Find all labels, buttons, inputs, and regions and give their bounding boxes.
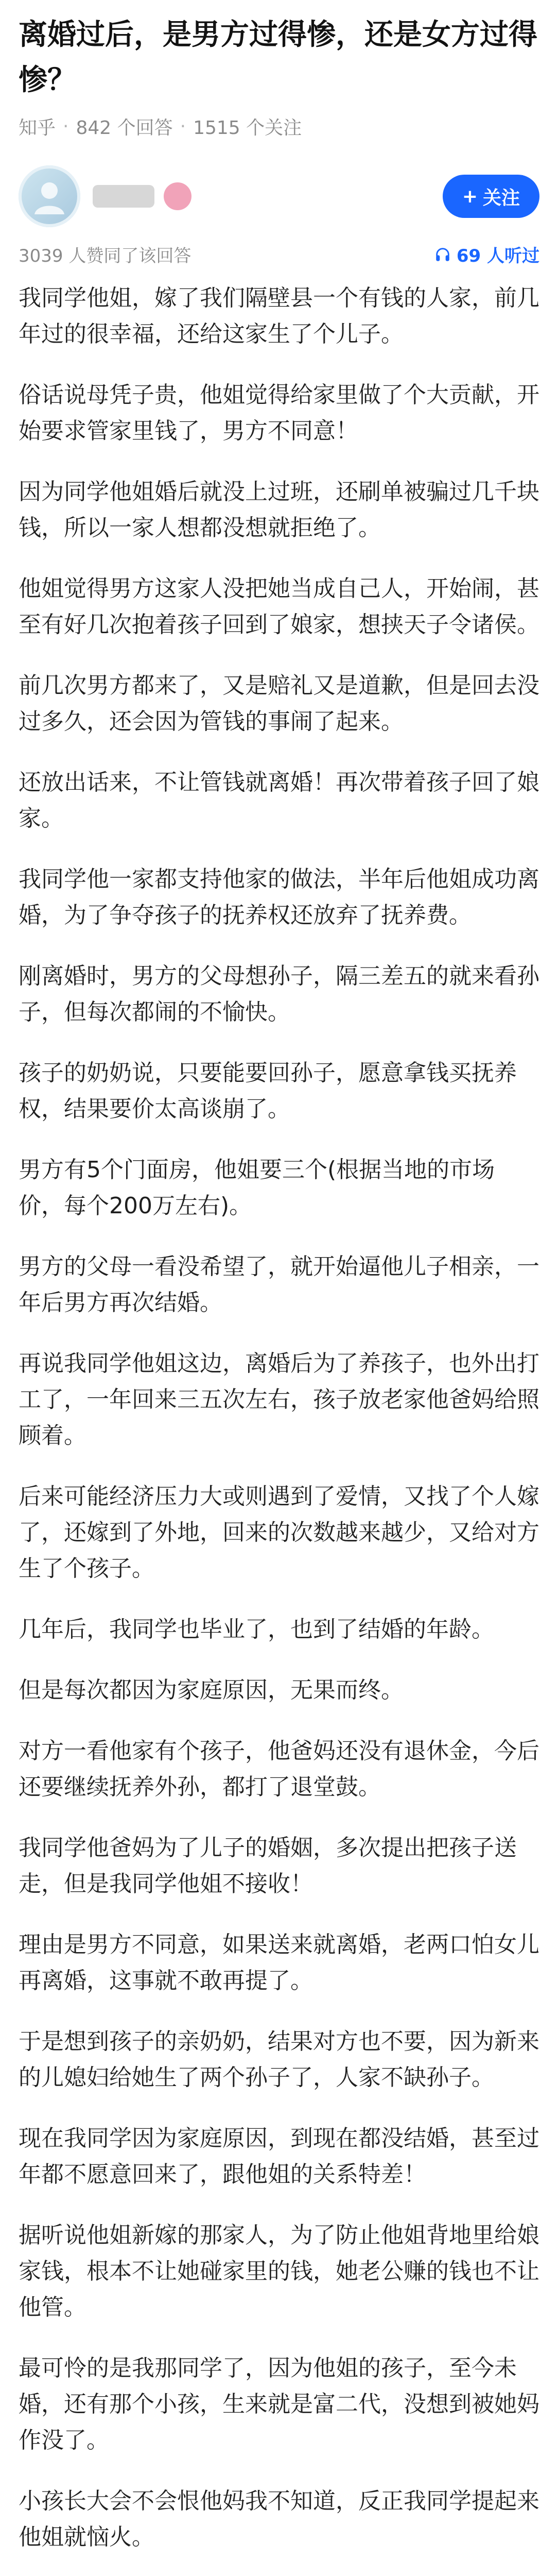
author-row: [19, 160, 539, 232]
paragraph: 他姐觉得男方这家人没把她当成自己人，开始闹，甚至有好几次抱着孩子回到了娘家，想挟天子令诸侯。: [19, 575, 539, 638]
question-title[interactable]: 离婚过后，是男方过得惨，还是女方过得惨？: [19, 18, 537, 97]
meta-separator: ·: [180, 116, 186, 137]
paragraph: 后来可能经济压力大或则遇到了爱情，又找了个人嫁了，还嫁到了外地，回来的次数越来越少，又给对方生了个孩子。: [19, 1483, 539, 1582]
source-label: 知乎: [19, 117, 56, 139]
follow-button[interactable]: [443, 175, 539, 218]
paragraph: 前几次男方都来了，又是赔礼又是道歉，但是回去没过多久，还会因为管钱的事闹了起来。: [19, 672, 539, 735]
question-meta: [19, 113, 539, 140]
paragraph: 对方一看他家有个孩子，他爸妈还没有退休金，今后还要继续抚养外孙，都打了退堂鼓。: [19, 1738, 539, 1800]
listen-count: 69 人听过: [456, 246, 539, 266]
paragraph: 再说我同学他姐这边，离婚后为了养孩子，也外出打工了，一年回来三五次左右，孩子放老家他爸妈给照顾着。: [19, 1350, 539, 1449]
paragraph: 我同学他姐，嫁了我们隔壁县一个有钱的人家，前几年过的很幸福，还给这家生了个儿子。: [19, 285, 539, 347]
paragraph: 理由是男方不同意，如果送来就离婚，老两口怕女儿再离婚，这事就不敢再提了。: [19, 1931, 539, 1994]
paragraph: 男方有5个门面房，他姐要三个(根据当地的市场价，每个200万左右)。: [19, 1157, 495, 1219]
paragraph: 孩子的奶奶说，只要能要回孙子，愿意拿钱买抚养权，结果要价太高谈崩了。: [19, 1060, 517, 1122]
paragraph: 因为同学他姐婚后就没上过班，还刷单被骗过几千块钱，所以一家人想都没想就拒绝了。: [19, 479, 539, 541]
paragraph: 最可怜的是我那同学了，因为他姐的孩子，至今未婚，还有那个小孩，生来就是富二代，没想到被她妈作没了。: [19, 2355, 539, 2453]
paragraph: 小孩长大会不会恨他妈我不知道，反正我同学提起来他姐就恼火。: [19, 2488, 539, 2550]
author-badge: [164, 182, 191, 210]
paragraph: 据听说他姐新嫁的那家人，为了防止他姐背地里给娘家钱，根本不让她碰家里的钱，她老公赚的钱也不让他管。: [19, 2222, 539, 2320]
paragraph: 还放出话来，不让管钱就离婚！再次带着孩子回了娘家。: [19, 769, 539, 832]
paragraph: 现在我同学因为家庭原因，到现在都没结婚，甚至过年都不愿意回来了，跟他姐的关系特差！: [19, 2125, 539, 2188]
headphones-icon: [434, 246, 451, 263]
paragraph: 几年后，我同学也毕业了，也到了结婚的年龄。: [19, 1616, 494, 1642]
paragraph: 我同学他一家都支持他家的做法，半年后他姐成功离婚，为了争夺孩子的抚养权还放弃了抚养费。: [19, 866, 539, 928]
answers-count[interactable]: 842 个回答: [76, 117, 173, 139]
listen-stat[interactable]: [434, 242, 539, 267]
approve-count: 3039 人赞同了该回答: [19, 246, 191, 266]
paragraph: 俗话说母凭子贵，他姐觉得给家里做了个大贡献，开始要求管家里钱了，男方不同意！: [19, 382, 539, 444]
paragraph: 刚离婚时，男方的父母想孙子，隔三差五的就来看孙子，但每次都闹的不愉快。: [19, 963, 539, 1025]
answer-content: [19, 280, 539, 2555]
author-name-redacted[interactable]: [93, 185, 154, 208]
paragraph: 于是想到孩子的亲奶奶，结果对方也不要，因为新来的儿媳妇给她生了两个孙子了，人家不缺孙子。: [19, 2028, 539, 2091]
follow-label: 关注: [482, 187, 520, 209]
paragraph: 但是每次都因为家庭原因，无果而终。: [19, 1677, 404, 1703]
paragraph: 男方的父母一看没希望了，就开始逼他儿子相亲，一年后男方再次结婚。: [19, 1253, 539, 1316]
avatar-image: [26, 173, 73, 219]
plus-icon: +: [462, 185, 478, 207]
followers-count: 1515 个关注: [193, 117, 302, 139]
paragraph: 我同学他爸妈为了儿子的婚姻，多次提出把孩子送走，但是我同学他姐不接收！: [19, 1835, 517, 1897]
answer-stats: [19, 242, 539, 267]
meta-separator: ·: [63, 116, 69, 137]
avatar[interactable]: [19, 165, 80, 227]
